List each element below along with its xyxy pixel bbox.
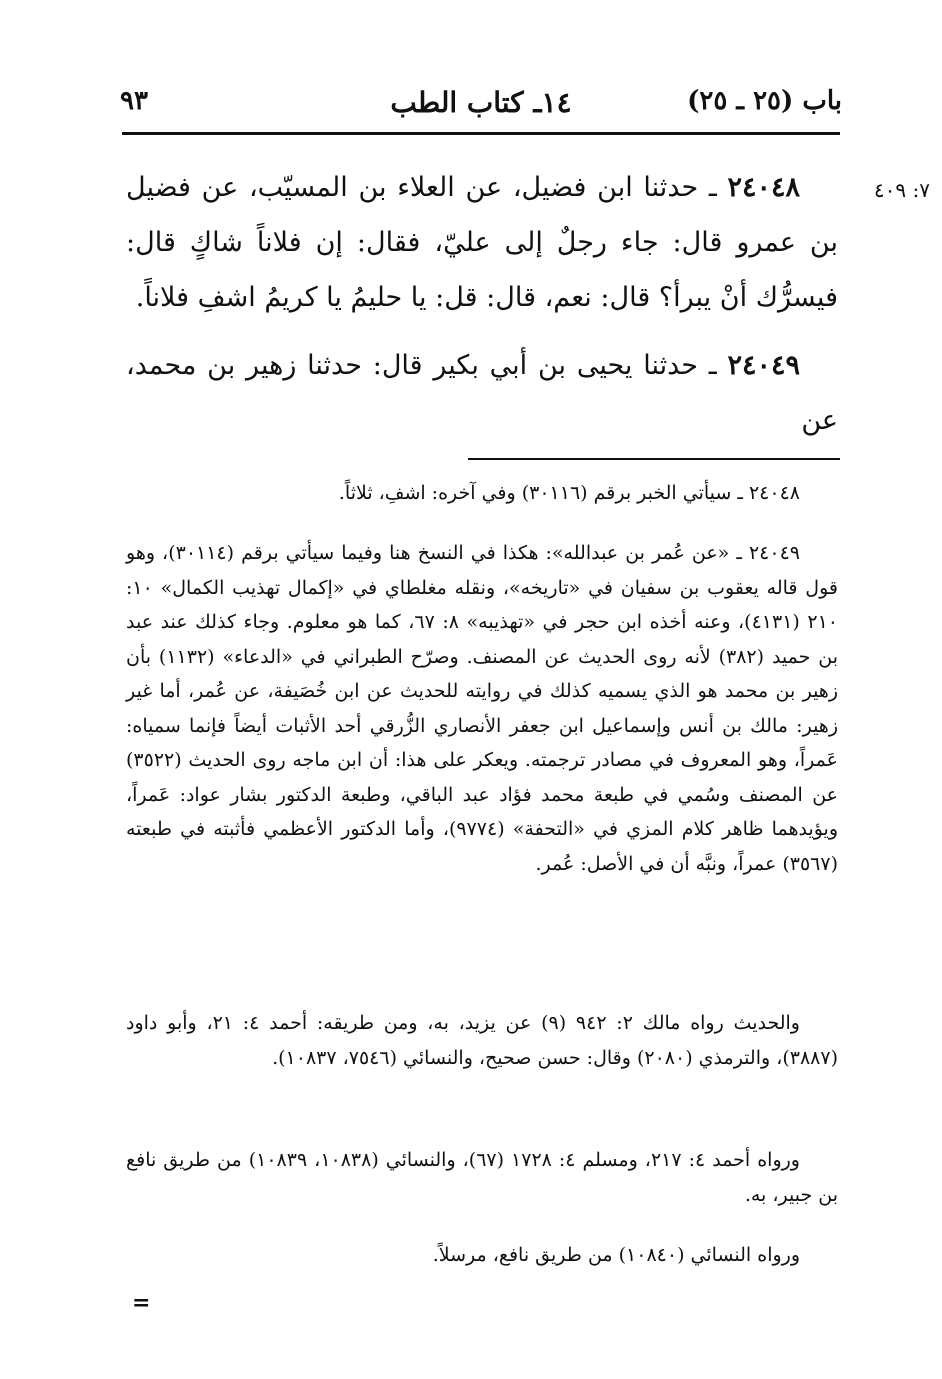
footnote-ahmad: [126, 1143, 838, 1212]
margin-reference: ٧: ٤٠٩: [873, 178, 930, 202]
footnote-nasai: [126, 1238, 838, 1273]
footnote-24048: [126, 476, 838, 511]
page-number: ٩٣: [120, 86, 148, 116]
chapter-range: باب (٢٥ ـ ٢٥): [687, 86, 842, 116]
footnote-text: ورواه أحمد ٤: ٢١٧، ومسلم ٤: ١٧٢٨ (٦٧)، والنسائي (١٠٨٣٨، ١٠٨٣٩) من طريق نافع بن جبير، به.: [126, 1149, 838, 1206]
footnote-text: ٢٤٠٤٨ ـ سيأتي الخبر برقم (٣٠١١٦) وفي آخره: اشفِ، ثلاثاً.: [338, 482, 800, 504]
footnote-separator: [468, 458, 840, 460]
hadith-number: ٢٤٠٤٨: [727, 172, 800, 203]
hadith-24049: [126, 338, 838, 448]
hadith-text: ـ حدثنا يحيى بن أبي بكير قال: حدثنا زهير بن محمد، عن: [126, 350, 838, 436]
header-rule: [122, 132, 840, 135]
page-header: [120, 86, 842, 130]
book-title: ١٤ـ كتاب الطب: [390, 86, 572, 119]
footnote-text: ٢٤٠٤٩ ـ «عن عُمر بن عبدالله»: هكذا في النسخ هنا وفيما سيأتي برقم (٣٠١١٤)، وهو قول قاله يعقوب بن سفيان في «تاريخه»، ونقله مغلطاي في «إكمال تهذيب الكمال» ١٠: ٢١٠ (٤١٣١)، وعنه أخذه ابن حجر في «تهذيبه» ٨: ٦٧، كما هو معلوم. وجاء كذلك عند عبد بن حميد (٣٨٢) لأنه روى الحديث عن المصنف. وصرّح الطبراني في «الدعاء» (١١٣٢) بأن زهير بن محمد هو الذي يسميه كذلك في روايته للحديث عن ابن خُصَيفة، عن عُمر، أما غير زهير: مالك بن أنس وإسماعيل ابن جعفر الأنصاري الزُّرقي أحد الأثبات أيضاً فإنما سمياه: عَمراً، وهو المعروف في مصادر ترجمته. ويعكر على هذا: أن ابن ماجه روى الحديث (٣٥٢٢) عن المصنف وسُمي في طبعة محمد فؤاد عبد الباقي، وطبعة الدكتور بشار عواد: عَمراً، ويؤيدهما ظاهر كلام المزي في «التحفة» (٩٧٧٤)، وأما الدكتور الأعظمي فأثبته في طبعته (٣٥٦٧) عمراً، ونبَّه أن في الأصل: عُمر.: [126, 542, 839, 875]
continuation-mark: =: [132, 1290, 151, 1316]
footnote-malik: [126, 1006, 838, 1075]
hadith-text: ـ حدثنا ابن فضيل، عن العلاء بن المسيّب، عن فضيل بن عمرو قال: جاء رجلٌ إلى عليّ، فقال: إن فلاناً شاكٍ قال: فيسرُّك أنْ يبرأ؟ قال: نعم، قال: قل: يا حليمُ يا كريمُ اشفِ فلاناً.: [126, 172, 838, 313]
footnote-24049: [126, 536, 838, 881]
footnote-text: ورواه النسائي (١٠٨٤٠) من طريق نافع، مرسلاً.: [432, 1244, 800, 1266]
hadith-24048: [126, 160, 838, 325]
hadith-number: ٢٤٠٤٩: [727, 350, 800, 381]
footnote-text: والحديث رواه مالك ٢: ٩٤٢ (٩) عن يزيد، به، ومن طريقه: أحمد ٤: ٢١، وأبو داود (٣٨٨٧)، والترمذي (٢٠٨٠) وقال: حسن صحيح، والنسائي (٧٥٤٦، ١٠٨٣٧).: [126, 1012, 838, 1069]
